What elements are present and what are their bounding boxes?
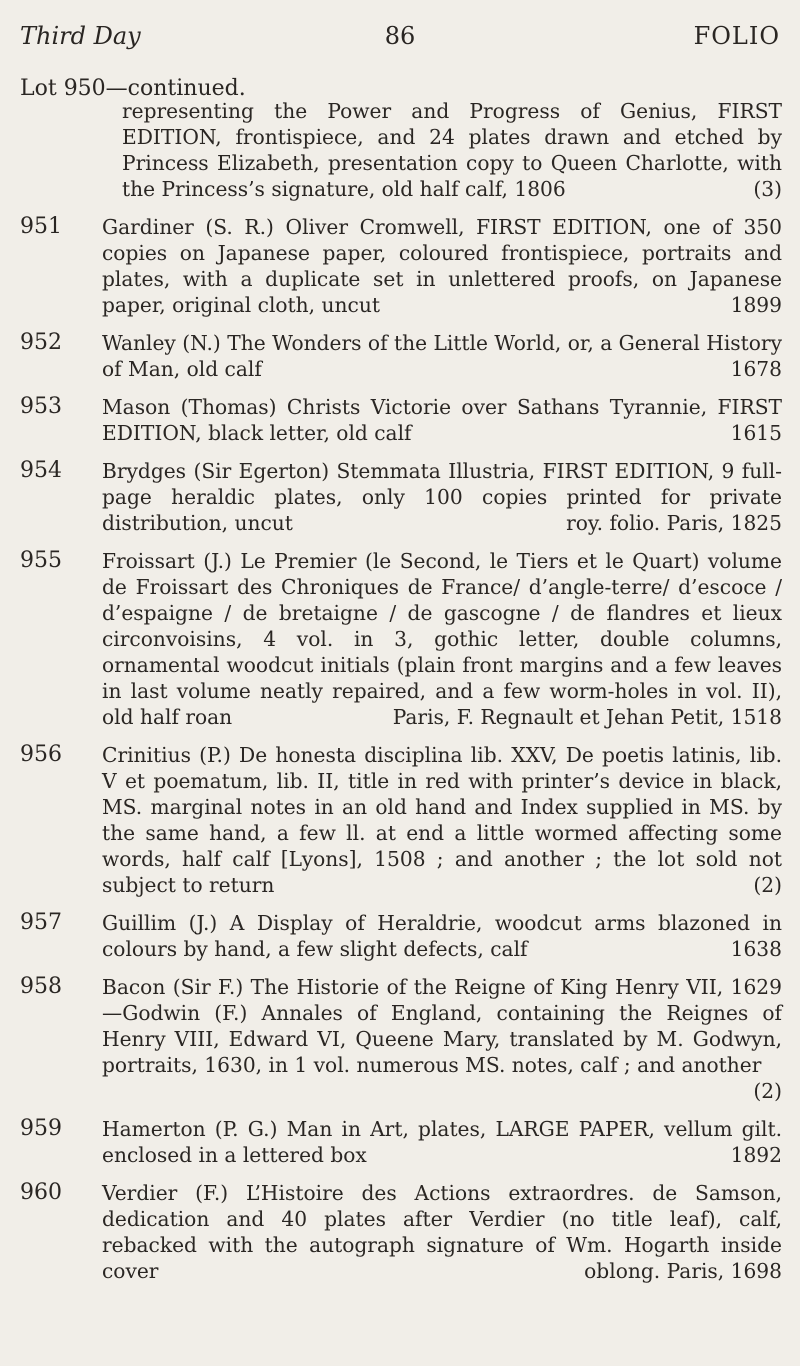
lot-entries	[20, 214, 782, 1284]
lot-continued-label: Lot 950—continued.	[20, 76, 246, 101]
lot-description: Verdier (F.) L’Histoire des Actions extraordres. de Samson, dedication and 40 plates after Verdier (no title leaf), calf, rebacked with the autograph signature of Wm. Hogarth inside cover	[102, 1181, 782, 1283]
lot-950-continuation	[20, 98, 782, 202]
lot-entry	[20, 330, 782, 382]
lot-tail: (2)	[753, 1079, 782, 1103]
lot-description: Mason (Thomas) Christs Victorie over Sathans Tyrannie, FIRST EDITION, black letter, old calf	[102, 395, 782, 445]
lot-number: 953	[20, 394, 62, 419]
lot-description: Wanley (N.) The Wonders of the Little World, or, a General History of Man, old calf	[102, 331, 782, 381]
lot-description: Froissart (J.) Le Premier (le Second, le Tiers et le Quart) volume de Froissart des Chroniques de France/ d’angle-terre/ d’escoce / d’espaigne / de bretaigne / de gascogne / de flandres et lieux circonvoisins, 4 vol. in 3, gothic letter, double columns, ornamental woodcut initials (plain front margins and a few leaves in last volume neatly repaired, and a few worm-holes in vol. II), old half roan	[102, 549, 782, 729]
lot-tail: (3)	[753, 177, 782, 201]
lot-tail: Paris, F. Regnault et Jehan Petit, 1518	[392, 705, 782, 729]
lot-entry	[20, 548, 782, 730]
lot-number: 959	[20, 1116, 62, 1141]
lot-entry	[20, 742, 782, 898]
lot-tail: 1899	[730, 293, 782, 317]
lot-tail: 1638	[730, 937, 782, 961]
lot-number: 954	[20, 458, 62, 483]
lot-tail: 1892	[730, 1143, 782, 1167]
lot-description: Hamerton (P. G.) Man in Art, plates, LARGE PAPER, vellum gilt. enclosed in a lettered box	[102, 1117, 782, 1167]
lot-tail: oblong. Paris, 1698	[584, 1259, 782, 1283]
header-day: Third Day	[20, 22, 141, 50]
lot-tail: (2)	[753, 873, 782, 897]
lot-entry	[20, 1180, 782, 1284]
lot-tail: 1678	[730, 357, 782, 381]
lot-entry	[20, 394, 782, 446]
lot-entry	[20, 974, 782, 1104]
lot-description: Crinitius (P.) De honesta disciplina lib. XXV, De poetis latinis, lib. V et poematum, lib. II, title in red with printer’s device in black, MS. marginal notes in an old hand and Index supplied in MS. by the same hand, a few ll. at end a little wormed affecting some words, half calf [Lyons], 1508 ; and another ; the lot sold not subject to return	[102, 743, 782, 897]
lot-entry	[20, 910, 782, 962]
lot-entry	[20, 1116, 782, 1168]
lot-number: 955	[20, 548, 62, 573]
lot-tail: 1615	[730, 421, 782, 445]
lot-number: 956	[20, 742, 62, 767]
page-header	[20, 22, 780, 56]
lot-description: Bacon (Sir F.) The Historie of the Reigne of King Henry VII, 1629—Godwin (F.) Annales of England, containing the Reignes of Henry VIII, Edward VI, Queene Mary, translated by M. Godwyn, portraits, 1630, in 1 vol. numerous MS. notes, calf ; and another	[102, 975, 782, 1077]
lot-description: Brydges (Sir Egerton) Stemmata Illustria, FIRST EDITION, 9 full-page heraldic plates, only 100 copies printed for private distribution, uncut	[102, 459, 782, 535]
header-format: FOLIO	[693, 22, 780, 50]
lot-number: 960	[20, 1180, 62, 1205]
lot-number: 951	[20, 214, 62, 239]
lot-number: 957	[20, 910, 62, 935]
lot-description: Guillim (J.) A Display of Heraldrie, woodcut arms blazoned in colours by hand, a few slight defects, calf	[102, 911, 782, 961]
lot-tail: roy. folio. Paris, 1825	[566, 511, 782, 535]
lot-list	[20, 98, 782, 1296]
page-number: 86	[384, 22, 416, 50]
lot-entry	[20, 458, 782, 536]
lot-number: 952	[20, 330, 62, 355]
lot-text: representing the Power and Progress of Genius, FIRST EDITION, frontispiece, and 24 plates drawn and etched by Princess Elizabeth, presentation copy to Queen Charlotte, with the Princess’s signature, old half calf, 1806	[122, 99, 782, 201]
lot-number: 958	[20, 974, 62, 999]
lot-description: Gardiner (S. R.) Oliver Cromwell, FIRST EDITION, one of 350 copies on Japanese paper, coloured frontispiece, portraits and plates, with a duplicate set in unlettered proofs, on Japanese paper, original cloth, uncut	[102, 215, 782, 317]
lot-entry	[20, 214, 782, 318]
